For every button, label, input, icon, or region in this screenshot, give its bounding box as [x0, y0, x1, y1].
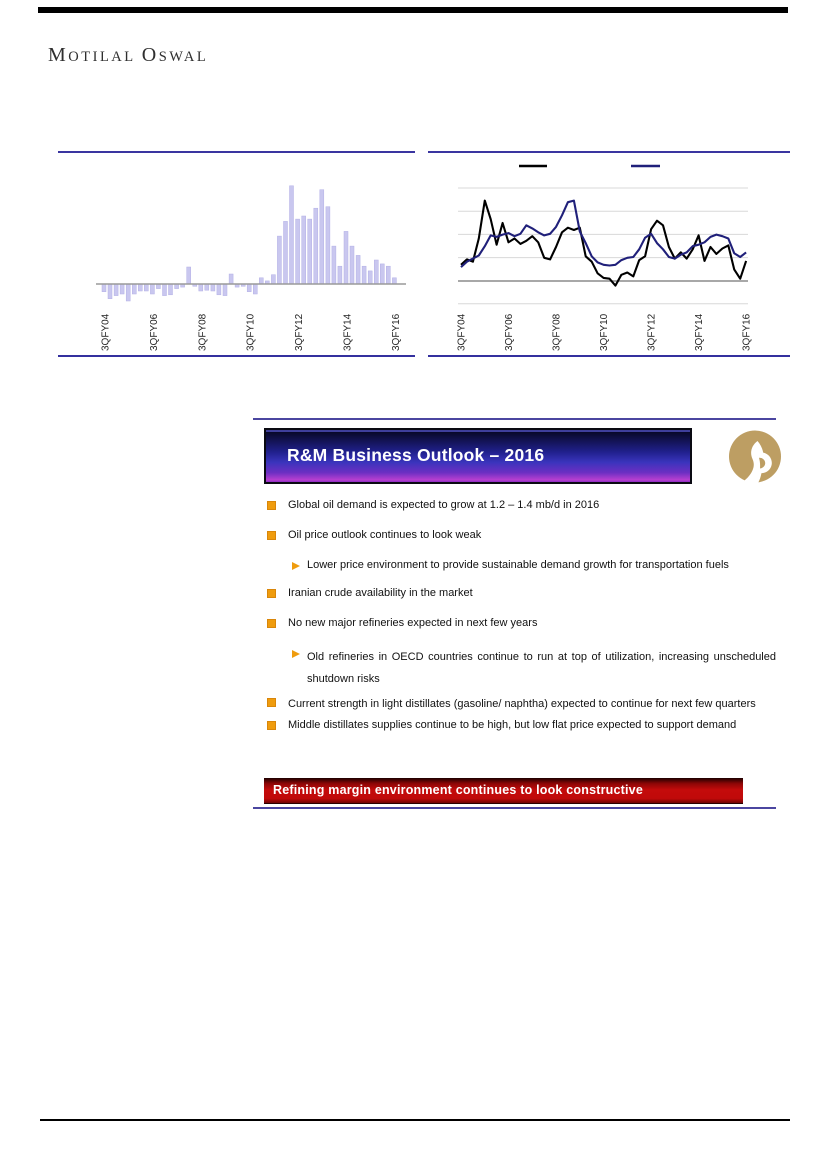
square-bullet-icon	[264, 528, 288, 545]
bar	[126, 284, 130, 301]
bullet-text: Middle distillates supplies continue to be high, but low flat price expected to support demand	[288, 719, 737, 731]
square-bullet-icon	[264, 498, 288, 515]
slide-bottom-rule	[253, 807, 776, 809]
bar	[120, 284, 124, 294]
slide-top-rule	[253, 418, 776, 420]
bullet-text: Lower price environment to provide sustainable demand growth for transportation fuels	[307, 559, 729, 571]
bar	[332, 246, 336, 284]
highlight-banner-text: Refining margin environment continues to look constructive	[273, 783, 643, 797]
bar	[344, 231, 348, 284]
bullet-item	[264, 586, 776, 603]
bullet-item	[264, 558, 776, 573]
bar	[302, 216, 306, 284]
x-axis-tick-label: 3QFY12	[646, 313, 658, 351]
brand-logo-text	[48, 44, 208, 67]
bar	[138, 284, 142, 291]
bar	[199, 284, 203, 291]
bar	[338, 266, 342, 284]
bar	[368, 271, 372, 284]
square-bullet-icon	[264, 586, 288, 603]
bullet-text: Old refineries in OECD countries continue to run at top of utilization, increasing unscheduled shutdown risks	[307, 651, 776, 685]
bullet-item	[264, 693, 776, 715]
page-bottom-rule	[40, 1119, 790, 1121]
bar	[132, 284, 136, 294]
line-chart-svg	[428, 153, 790, 355]
bullet-item	[264, 718, 776, 735]
x-axis-tick-label: 3QFY14	[694, 313, 706, 351]
highlight-banner	[264, 778, 743, 804]
x-axis-tick-label: 3QFY10	[245, 313, 257, 351]
bullet-text: Current strength in light distillates (gasoline/ naphtha) expected to continue for next few quarters	[288, 698, 756, 710]
page-top-bar	[38, 7, 788, 13]
bar	[253, 284, 257, 294]
bar	[326, 207, 330, 284]
bar	[217, 284, 221, 295]
bar-chart-premium	[58, 151, 415, 357]
bar	[386, 266, 390, 284]
x-axis-tick-label: 3QFY04	[100, 313, 112, 351]
x-axis-tick-label: 3QFY16	[390, 313, 402, 351]
bar	[247, 284, 251, 292]
bar	[163, 284, 167, 296]
square-bullet-icon	[264, 616, 288, 633]
bar	[271, 275, 275, 284]
bar	[223, 284, 227, 296]
bar	[392, 278, 396, 284]
reliance-logo-icon	[728, 430, 782, 488]
bar	[284, 221, 288, 284]
bar	[314, 208, 318, 284]
brand-initial-m: M	[48, 44, 69, 66]
square-bullet-icon	[264, 693, 288, 715]
bar	[102, 284, 106, 292]
bullet-item	[264, 616, 776, 633]
x-axis-tick-label: 3QFY16	[741, 313, 753, 351]
bar	[150, 284, 154, 294]
bar	[229, 274, 233, 284]
x-axis-tick-label: 3QFY12	[294, 313, 306, 351]
bar	[211, 284, 215, 291]
brand-text-otilal: OTILAL	[68, 49, 136, 65]
bar	[290, 186, 294, 284]
x-axis-tick-label: 3QFY08	[197, 313, 209, 351]
bar	[320, 190, 324, 284]
x-axis-tick-label: 3QFY08	[551, 313, 563, 351]
bar	[259, 278, 263, 284]
x-axis-tick-label: 3QFY04	[456, 313, 468, 351]
bullet-item	[264, 646, 776, 690]
bullet-text: Global oil demand is expected to grow at 1.2 – 1.4 mb/d in 2016	[288, 499, 600, 511]
x-axis-tick-label: 3QFY14	[342, 313, 354, 351]
line-chart-grm	[428, 151, 790, 357]
slide-title: R&M Business Outlook – 2016	[287, 445, 545, 465]
arrow-bullet-icon	[290, 558, 307, 573]
bar	[362, 266, 366, 284]
bullet-list	[264, 492, 776, 748]
x-axis-tick-label: 3QFY06	[504, 313, 515, 351]
bar	[356, 255, 360, 284]
x-axis-tick-label: 3QFY10	[599, 313, 611, 351]
x-axis-tick-label: 3QFY06	[148, 313, 160, 351]
bar	[114, 284, 118, 296]
bullet-text: No new major refineries expected in next few years	[288, 617, 538, 629]
bar	[169, 284, 173, 295]
slide-title-banner	[264, 428, 692, 484]
bar	[277, 236, 281, 284]
bar	[296, 219, 300, 284]
bar	[205, 284, 209, 290]
brand-initial-o: O	[141, 44, 159, 66]
square-bullet-icon	[264, 718, 288, 735]
bar	[308, 219, 312, 284]
brand-text-swal: SWAL	[158, 49, 209, 65]
bar	[374, 260, 378, 284]
bar-chart-svg	[58, 153, 415, 355]
bar	[144, 284, 148, 291]
bullet-text: Oil price outlook continues to look weak	[288, 529, 482, 541]
bar	[108, 284, 112, 299]
bar	[187, 267, 191, 284]
arrow-bullet-icon	[290, 646, 307, 690]
bullet-item	[264, 528, 776, 545]
bullet-item	[264, 498, 776, 515]
bar	[350, 246, 354, 284]
bullet-text: Iranian crude availability in the market	[288, 587, 473, 599]
bar	[380, 264, 384, 284]
